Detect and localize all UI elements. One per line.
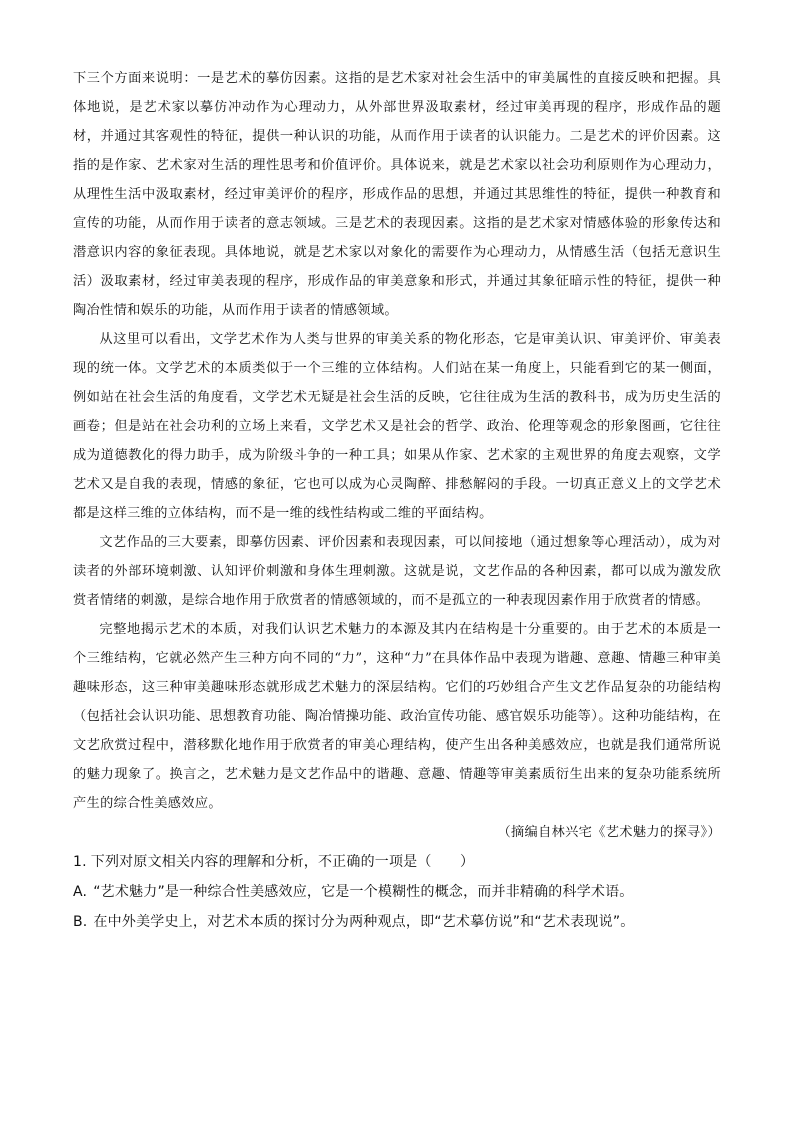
passage-paragraph-3: 文艺作品的三大要素，即摹仿因素、评价因素和表现因素，可以间接地（通过想象等心理活动），成为对读者的外部环境刺激、认知评价刺激和身体生理刺激。这就是说，文艺作品的各种因素，都可以成为激发欣赏者情绪的刺激，是综合地作用于欣赏者的情感领域的，而不是孤立的一种表现因素作用于欣赏者的情感。 bbox=[73, 535, 721, 608]
question-text: 下列对原文相关内容的理解和分析，不正确的一项是（ ） bbox=[90, 854, 475, 870]
option-label: B. bbox=[73, 914, 88, 930]
question-stem bbox=[73, 847, 721, 877]
option-text: 在中外美学史上，对艺术本质的探讨分为两种观点，即“艺术摹仿说”和“艺术表现说”。 bbox=[93, 914, 635, 930]
question-number: 1. bbox=[73, 854, 87, 870]
passage-paragraph-1: 下三个方面来说明：一是艺术的摹仿因素。这指的是艺术家对社会生活中的审美属性的直接反映和把握。具体地说，是艺术家以摹仿冲动作为心理动力，从外部世界汲取素材，经过审美再现的程序，形成作品的题材，并通过其客观性的特征，提供一种认识的功能，从而作用于读者的认识能力。二是艺术的评价因素。这指的是作家、艺术家对生活的理性思考和价值评价。具体说来，就是艺术家以社会功利原则作为心理动力，从理性生活中汲取素材，经过审美评价的程序，形成作品的思想，并通过其思维性的特征，提供一种教育和宣传的功能，从而作用于读者的意志领域。三是艺术的表现因素。这指的是艺术家对情感体验的形象传达和潜意识内容的象征表现。具体地说，就是艺术家以对象化的需要作为心理动力，从情感生活（包括无意识生活）汲取素材，经过审美表现的程序，形成作品的审美意象和形式，并通过其象征暗示性的特征，提供一种陶冶性情和娱乐的功能，从而作用于读者的情感领域。 bbox=[73, 71, 721, 318]
option-label: A. bbox=[73, 884, 88, 900]
question-1 bbox=[73, 847, 721, 937]
option-a bbox=[73, 877, 721, 907]
option-b bbox=[73, 907, 721, 937]
document-content bbox=[73, 64, 721, 937]
passage-paragraph-2: 从这里可以看出，文学艺术作为人类与世界的审美关系的物化形态，它是审美认识、审美评价、审美表现的统一体。文学艺术的本质类似于一个三维的立体结构。人们站在某一角度上，只能看到它的某一侧面，例如站在社会生活的角度看，文学艺术无疑是社会生活的反映，它往往成为生活的教科书，成为历史生活的画卷；但是站在社会功利的立场上来看，文学艺术又是社会的哲学、政治、伦理等观念的形象图画，它往往成为道德教化的得力助手，成为阶级斗争的一种工具；如果从作家、艺术家的主观世界的角度去观察，文学艺术又是自我的表现，情感的象征，它也可以成为心灵陶醉、排愁解闷的手段。一切真正意义上的文学艺术都是这样三维的立体结构，而不是一维的线性结构或二维的平面结构。 bbox=[73, 332, 721, 521]
passage-paragraph-4: 完整地揭示艺术的本质，对我们认识艺术魅力的本源及其内在结构是十分重要的。由于艺术的本质是一个三维结构，它就必然产生三种方向不同的“力”，这种“力”在具体作品中表现为谐趣、意趣、情趣三种审美趣味形态，这三种审美趣味形态就形成艺术魅力的深层结构。它们的巧妙组合产生文艺作品复杂的功能结构（包括社会认识功能、思想教育功能、陶冶情操功能、政治宣传功能、感官娱乐功能等）。这种功能结构，在文艺欣赏过程中，潜移默化地作用于欣赏者的审美心理结构，使产生出各种美感效应，也就是我们通常所说的魅力现象了。换言之，艺术魅力是文艺作品中的谐趣、意趣、情趣等审美素质衍生出来的复杂功能系统所产生的综合性美感效应。 bbox=[73, 622, 721, 811]
passage-source: （摘编自林兴宅《艺术魅力的探寻》） bbox=[497, 825, 721, 840]
option-text: “艺术魅力”是一种综合性美感效应，它是一个模糊性的概念，而并非精确的科学术语。 bbox=[93, 884, 634, 900]
